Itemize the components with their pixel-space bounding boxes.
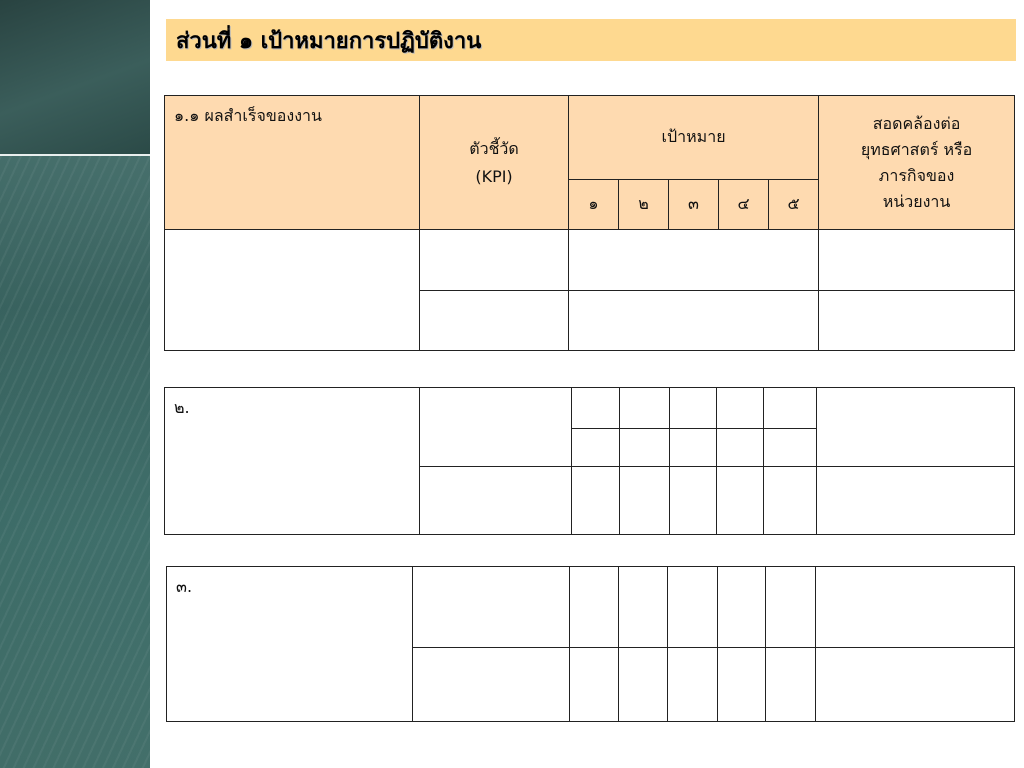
- target-level-cell[interactable]: [620, 388, 670, 429]
- target-level-1: ๑: [569, 180, 619, 230]
- target-level-cell[interactable]: [572, 388, 620, 429]
- target-level-3: ๓: [669, 180, 719, 230]
- decorative-sidebar: [0, 0, 150, 768]
- target-level-cell[interactable]: [668, 648, 718, 722]
- alignment-cell[interactable]: [819, 230, 1015, 291]
- strategy-alignment-header: [819, 96, 1015, 230]
- section-title-bar: [166, 19, 1016, 61]
- kpi-cell[interactable]: [420, 467, 572, 535]
- target-level-cell[interactable]: [717, 388, 764, 429]
- kpi-cell[interactable]: [420, 230, 569, 291]
- target-level-cell[interactable]: [766, 567, 816, 648]
- sidebar-top-panel: [0, 0, 150, 154]
- target-level-cell[interactable]: [670, 388, 717, 429]
- alignment-cell[interactable]: [817, 467, 1015, 535]
- row-label-3: ๓.: [167, 567, 413, 722]
- work-achievement-header: ๑.๑ ผลสำเร็จของงาน: [165, 96, 420, 230]
- target-level-cell[interactable]: [717, 429, 764, 467]
- kpi-cell[interactable]: [413, 648, 570, 722]
- goal-table-2: [164, 387, 1015, 535]
- target-level-cell[interactable]: [764, 429, 817, 467]
- alignment-cell[interactable]: [819, 291, 1015, 351]
- target-level-cell[interactable]: [764, 467, 817, 535]
- target-level-2: ๒: [619, 180, 669, 230]
- section-title: ส่วนที่ ๑ เป้าหมายการปฏิบัติงาน: [176, 27, 482, 54]
- achievement-cell[interactable]: [165, 230, 420, 351]
- target-level-cell[interactable]: [766, 648, 816, 722]
- target-level-cell[interactable]: [764, 388, 817, 429]
- target-level-cell[interactable]: [619, 567, 668, 648]
- goal-table-3: [166, 566, 1015, 722]
- kpi-cell[interactable]: [420, 291, 569, 351]
- target-level-cell[interactable]: [620, 429, 670, 467]
- performance-goals-table: [164, 95, 1015, 351]
- target-header: เป้าหมาย: [569, 96, 819, 180]
- target-level-4: ๔: [719, 180, 769, 230]
- kpi-header: [420, 96, 569, 230]
- alignment-line: ยุทธศาสตร์ หรือ: [860, 139, 973, 159]
- alignment-cell[interactable]: [817, 388, 1015, 467]
- alignment-line: ภารกิจของ: [878, 165, 955, 185]
- target-cell[interactable]: [569, 230, 819, 291]
- alignment-line: หน่วยงาน: [882, 191, 951, 211]
- target-level-cell[interactable]: [619, 648, 668, 722]
- alignment-cell[interactable]: [816, 567, 1015, 648]
- target-level-cell[interactable]: [670, 429, 717, 467]
- target-level-cell[interactable]: [572, 467, 620, 535]
- alignment-line: สอดคล้องต่อ: [872, 113, 961, 133]
- target-level-cell[interactable]: [718, 567, 766, 648]
- target-level-cell[interactable]: [620, 467, 670, 535]
- target-level-cell[interactable]: [670, 467, 717, 535]
- target-level-cell[interactable]: [718, 648, 766, 722]
- target-level-5: ๕: [769, 180, 819, 230]
- target-level-cell[interactable]: [572, 429, 620, 467]
- kpi-header-line1: ตัวชี้วัด: [469, 138, 519, 158]
- kpi-cell[interactable]: [420, 388, 572, 467]
- target-level-cell[interactable]: [570, 648, 619, 722]
- target-cell[interactable]: [569, 291, 819, 351]
- target-level-cell[interactable]: [570, 567, 619, 648]
- kpi-cell[interactable]: [413, 567, 570, 648]
- sidebar-texture: [0, 156, 150, 768]
- target-level-cell[interactable]: [668, 567, 718, 648]
- alignment-cell[interactable]: [816, 648, 1015, 722]
- kpi-header-line2: (KPI): [475, 166, 513, 186]
- target-level-cell[interactable]: [717, 467, 764, 535]
- row-label-2: ๒.: [165, 388, 420, 535]
